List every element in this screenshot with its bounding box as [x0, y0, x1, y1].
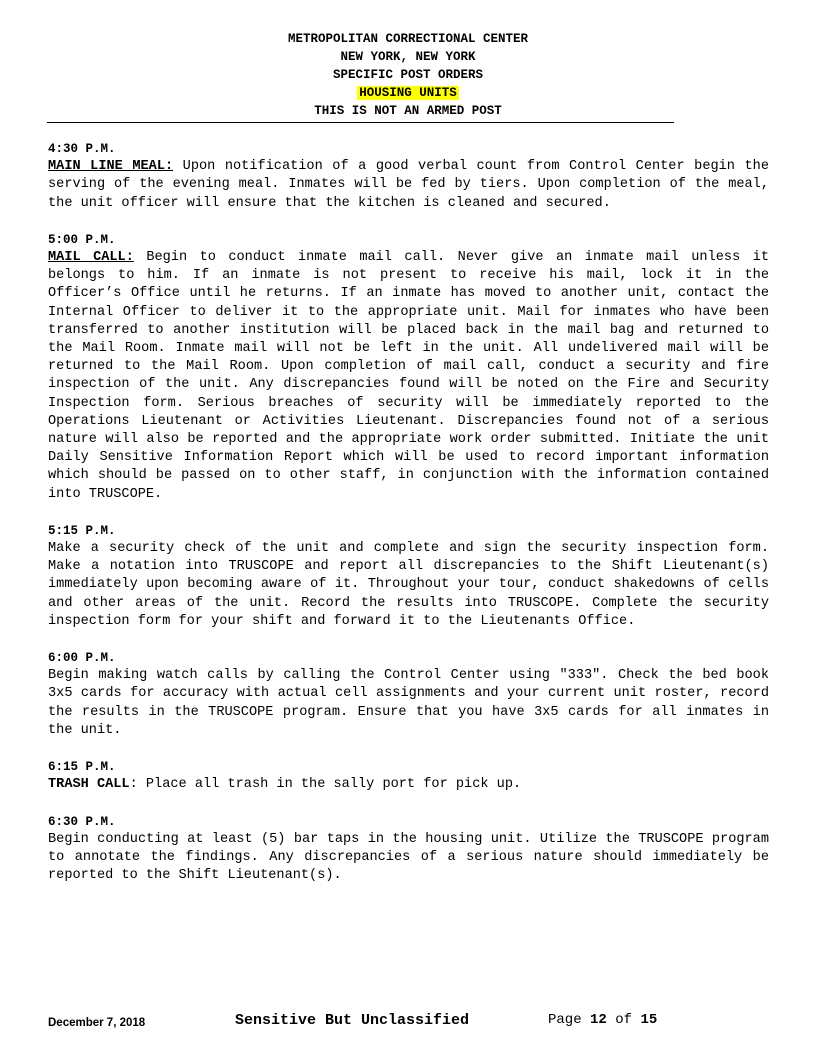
entry-label: MAIN LINE MEAL:	[48, 159, 174, 175]
entry-text: Upon notification of a good verbal count from Control Center begin the serving of the evening meal. Inmates will be fed by tiers. Upon completion of the meal, the unit officer will ensure that the kitchen is cleaned and secured.	[48, 159, 769, 211]
footer-page-number: Page 12 of 15	[548, 1012, 658, 1028]
entry-time: 6:15 P.M.	[48, 760, 116, 775]
entry-label: TRASH CALL	[48, 777, 130, 793]
header-institution: METROPOLITAN CORRECTIONAL CENTER	[287, 32, 529, 46]
order-entry-600	[48, 649, 769, 740]
footer-date: December 7, 2018	[48, 1017, 146, 1029]
entry-time: 6:00 P.M.	[48, 651, 116, 666]
order-entry-500	[48, 231, 769, 504]
order-entry-615	[48, 758, 769, 794]
entry-text: Make a security check of the unit and complete and sign the security inspection form. Make a notation into TRUSCOPE and report all discrepancies to the Shift Lieutenant(s) immediately upon becoming aware of it. Throughout your tour, conduct shakedowns of cells and other areas of the unit. Record the results into TRUSCOPE. Complete the security inspection form for your shift and forward it to the Lieutenants Office.	[48, 541, 769, 629]
page-footer	[48, 1012, 688, 1034]
entry-text: Begin making watch calls by calling the Control Center using "333". Check the bed book 3x5 cards for accuracy with actual cell assignments and your current unit roster, record the results in the TRUSCOPE program. Ensure that you have 3x5 cards for all inmates in the unit.	[48, 668, 769, 738]
header-doc-type: SPECIFIC POST ORDERS	[332, 68, 484, 82]
entry-time: 5:00 P.M.	[48, 232, 116, 247]
order-entry-430	[48, 140, 769, 213]
document-header	[48, 30, 768, 120]
entry-time: 6:30 P.M.	[48, 814, 116, 829]
entry-time: 4:30 P.M.	[48, 142, 116, 156]
header-post-name: HOUSING UNITS	[359, 86, 457, 100]
entry-text: Begin conducting at least (5) bar taps in the housing unit. Utilize the TRUSCOPE program to annotate the findings. Any discrepancies of a serious nature should immediately be reported to the Shift Lieutenant(s).	[48, 831, 769, 884]
footer-classification: Sensitive But Unclassified	[235, 1012, 470, 1029]
header-divider	[47, 122, 674, 123]
post-orders-body	[48, 140, 769, 903]
entry-time: 5:15 P.M.	[48, 523, 116, 538]
entry-text: Begin to conduct inmate mail call. Never give an inmate mail unless it belongs to him. If an inmate is not present to receive his mail, lock it in the Officer’s Office until he returns. If an inmate has moved to another unit, contact the Internal Officer to deliver it to the appropriate unit. Mail for inmates who have been transferred to another institution will be placed back in the mail bag and returned to the Mail Room. Inmate mail will not be left in the unit. All undelivered mail will be returned to the Mail Room. Upon completion of mail call, conduct a security and fire inspection of the unit. Any discrepancies found will be noted on the Fire and Security Inspection form. Serious breaches of security will be immediately reported to the Operations Lieutenant or Activities Lieutenant. Discrepancies found not of a serious nature will also be reported and the appropriate work order submitted. Initiate the unit Daily Sensitive Information Report which will be used to record important information which should be passed on to other staff, in conjunction with the information contained into TRUSCOPE.	[48, 250, 769, 502]
order-entry-630	[48, 813, 769, 886]
header-location: NEW YORK, NEW YORK	[340, 50, 476, 64]
order-entry-515	[48, 522, 769, 631]
entry-label: MAIL CALL:	[48, 250, 134, 266]
entry-text: : Place all trash in the sally port for pick up.	[129, 777, 522, 793]
current-page: 12	[590, 1012, 607, 1028]
header-armed-status: THIS IS NOT AN ARMED POST	[314, 104, 502, 118]
total-pages: 15	[640, 1012, 658, 1028]
